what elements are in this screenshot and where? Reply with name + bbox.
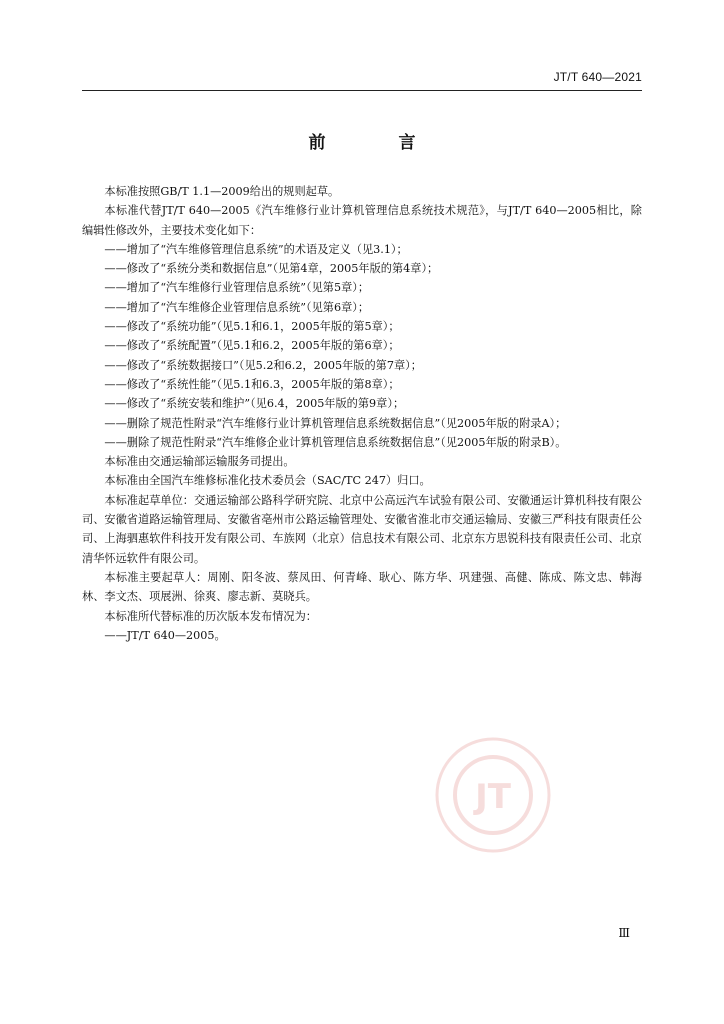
change-item: ——修改了“系统配置”（见5.1和6.2，2005年版的第6章）； (104, 339, 400, 353)
change-item: ——修改了“系统数据接口”（见5.2和6.2，2005年版的第7章）； (104, 358, 422, 372)
page-number: Ⅲ (618, 926, 630, 940)
drafting-rule-paragraph: 本标准按照GB/T 1.1—2009给出的规则起草。 (104, 185, 340, 198)
change-item: ——增加了“汽车维修行业管理信息系统”（见第5章）； (104, 281, 370, 295)
drafting-units-paragraph: 本标准起草单位：交通运输部公路科学研究院、北京中公高远汽车试验有限公司、安徽通运计算机科技有限公司、安徽省道路运输管理局、安徽省亳州市公路运输管理处、安徽省淮北市交通运输局、安徽三严科技有限责任公司、上海驷惠软件科技开发有限公司、车族网（北京）信息技术有限公司、北京东方思锐科技有限责任公司、北京清华怀远软件有限公司。 (82, 493, 642, 565)
foreword-body (82, 182, 642, 645)
header-divider (82, 90, 642, 91)
drafters-paragraph: 本标准主要起草人：周刚、阳冬波、蔡凤田、何青峰、耿心、陈方华、巩建强、高健、陈成、陈文忠、韩海林、李文杰、项展洲、徐爽、廖志新、莫晓兵。 (82, 570, 642, 604)
watermark-text: JT (475, 777, 511, 817)
change-item: ——修改了“系统功能”（见5.1和6.1，2005年版的第5章）； (104, 320, 400, 334)
change-item: ——删除了规范性附录“汽车维修行业计算机管理信息系统数据信息”（见2005年版的附录A）； (104, 416, 567, 430)
change-item: ——删除了规范性附录“汽车维修企业计算机管理信息系统数据信息”（见2005年版的附录B）。 (104, 435, 567, 449)
change-item: ——增加了“汽车维修管理信息系统”的术语及定义（见3.1）； (104, 242, 408, 256)
change-item: ——修改了“系统性能”（见5.1和6.3，2005年版的第8章）； (104, 377, 400, 391)
change-item: ——修改了“系统分类和数据信息”（见第4章，2005年版的第4章）； (104, 262, 439, 276)
history-version-item: ——JT/T 640—2005。 (104, 628, 226, 642)
change-item: ——增加了“汽车维修企业管理信息系统”（见第6章）； (104, 300, 370, 314)
committee-paragraph: 本标准由全国汽车维修标准化技术委员会（SAC/TC 247）归口。 (104, 474, 431, 488)
change-item: ——修改了“系统安装和维护”（见6.4，2005年版的第9章）； (104, 397, 405, 411)
proposer-paragraph: 本标准由交通运输部运输服务司提出。 (104, 455, 295, 469)
replacement-paragraph: 本标准代替JT/T 640—2005《汽车维修行业计算机管理信息系统技术规范》，与JT/T 640—2005相比，除编辑性修改外，主要技术变化如下： (82, 204, 642, 237)
page-title: 前 言 (308, 133, 444, 153)
technical-changes-list (82, 240, 642, 452)
history-intro-paragraph: 本标准所代替标准的历次版本发布情况为： (104, 609, 317, 623)
jt-seal-watermark-icon (433, 735, 553, 855)
standard-code-header: JT/T 640—2021 (553, 70, 642, 84)
